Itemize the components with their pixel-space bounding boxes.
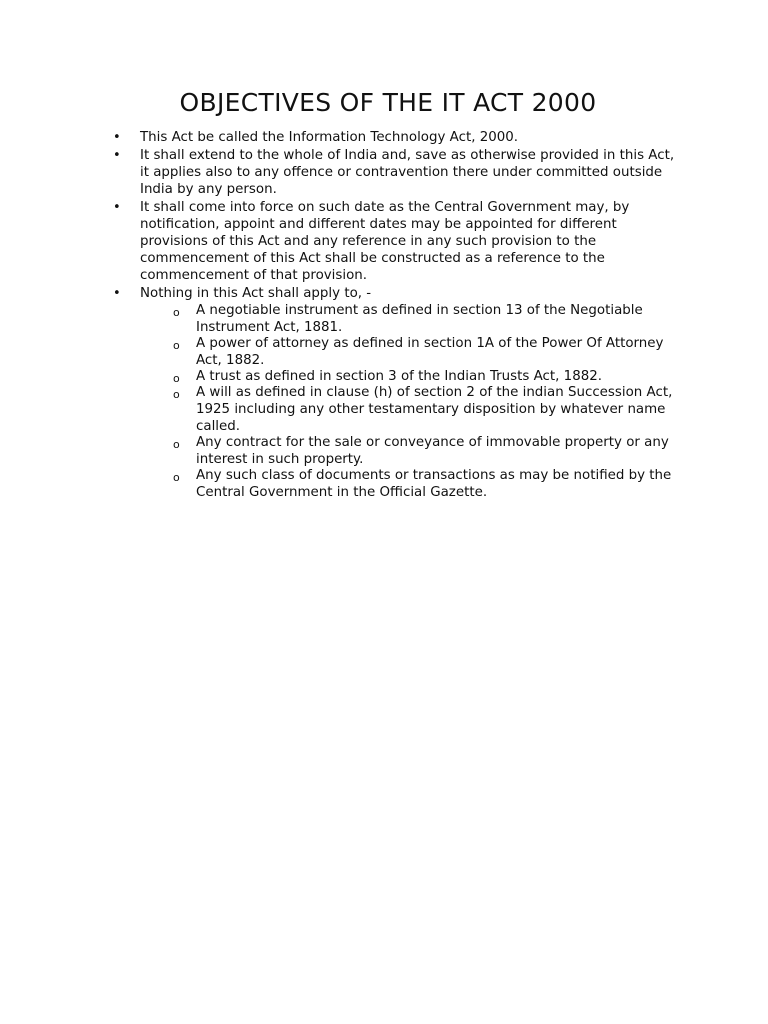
sub-list-item-text: Any such class of documents or transactions as may be notified by the Central Government in the Official Gazette. xyxy=(196,468,672,500)
circle-bullet-icon: o xyxy=(173,306,180,319)
sub-list-item-text: A will as defined in clause (h) of section 2 of the indian Succession Act, 1925 including any other testamentary disposition by whatever name called. xyxy=(196,385,673,434)
sub-list-item xyxy=(173,335,676,369)
sub-list-item-text: Any contract for the sale or conveyance of immovable property or any interest in such property. xyxy=(196,435,669,467)
list-item-text: This Act be called the Information Technology Act, 2000. xyxy=(140,130,519,145)
circle-bullet-icon: o xyxy=(173,339,180,352)
sub-list-item-text: A negotiable instrument as defined in section 13 of the Negotiable Instrument Act, 1881. xyxy=(196,303,643,335)
list-item xyxy=(0,147,675,198)
page-title: OBJECTIVES OF THE IT ACT 2000 xyxy=(179,88,597,117)
list-item-text: It shall extend to the whole of India and, save as otherwise provided in this Act, it applies also to any offence or contravention there under committed outside India by any person. xyxy=(140,148,675,197)
list-item-text: Nothing in this Act shall apply to, - xyxy=(140,286,372,301)
sub-list-item xyxy=(173,302,676,336)
list-item xyxy=(0,129,675,146)
circle-bullet-icon: o xyxy=(173,388,180,401)
list-item xyxy=(0,199,675,284)
circle-bullet-icon: o xyxy=(173,471,180,484)
sub-list-item-text: A trust as defined in section 3 of the Indian Trusts Act, 1882. xyxy=(196,369,603,384)
bullet-icon: • xyxy=(113,130,121,145)
list-item xyxy=(0,285,675,501)
sub-list-item xyxy=(173,434,676,468)
objectives-list xyxy=(0,129,675,501)
sub-list-item xyxy=(173,384,676,435)
bullet-icon: • xyxy=(113,286,121,301)
sub-list-item xyxy=(173,467,676,501)
list-item-text: It shall come into force on such date as the Central Government may, by notification, appoint and different dates may be appointed for different provisions of this Act and any reference in any such provision to the commencement of this Act shall be constructed as a reference to the commencement of that provision. xyxy=(140,200,630,283)
circle-bullet-icon: o xyxy=(173,372,180,385)
sub-list-item xyxy=(173,368,676,385)
bullet-icon: • xyxy=(113,148,121,163)
exclusions-sublist xyxy=(140,302,675,501)
circle-bullet-icon: o xyxy=(173,438,180,451)
sub-list-item-text: A power of attorney as defined in section 1A of the Power Of Attorney Act, 1882. xyxy=(196,336,664,368)
bullet-icon: • xyxy=(113,200,121,215)
